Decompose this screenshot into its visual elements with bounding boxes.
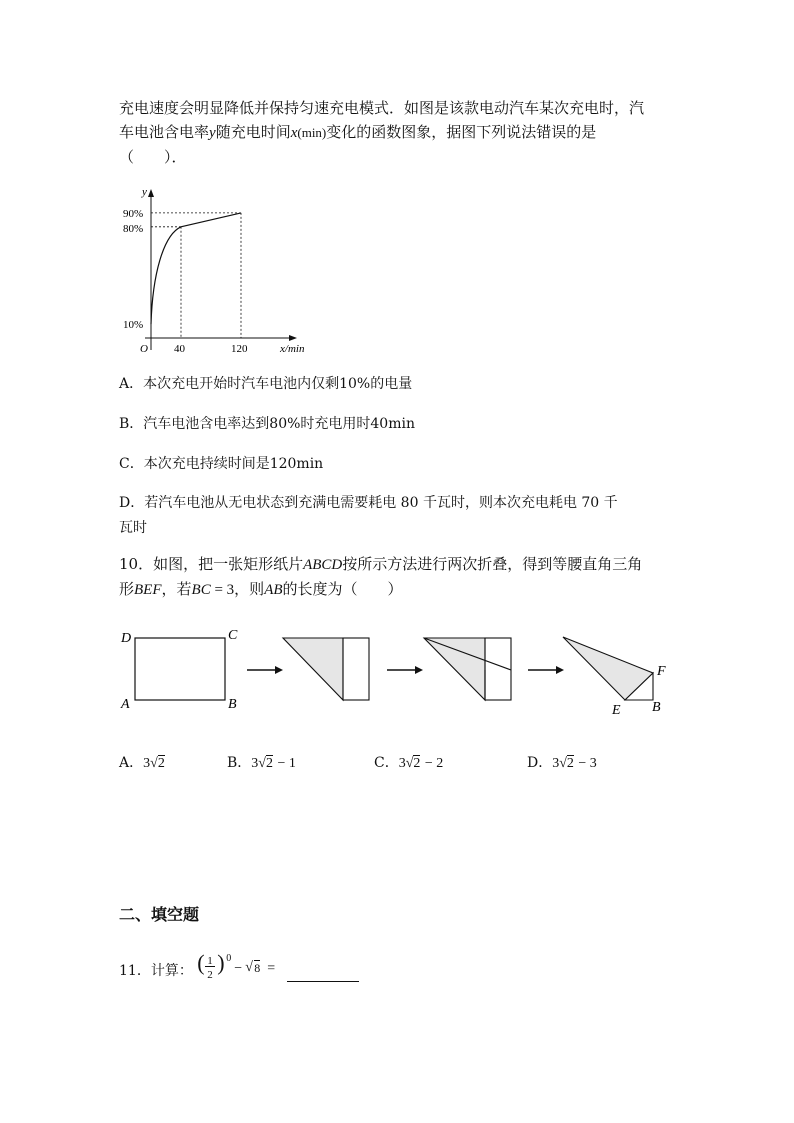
label-b-final: B bbox=[652, 700, 661, 715]
option-label: B． bbox=[227, 755, 252, 771]
y-tick-label: 90% bbox=[123, 207, 144, 220]
charging-chart bbox=[118, 185, 318, 355]
option-label: D． bbox=[527, 755, 553, 771]
section-title: 二、填空题 bbox=[119, 905, 200, 924]
tail: − 3 bbox=[578, 756, 597, 771]
label-b: B bbox=[228, 697, 237, 712]
coef: 3 bbox=[398, 756, 406, 771]
x-axis-arrow bbox=[289, 335, 297, 341]
label-c: C bbox=[228, 628, 238, 643]
option-label: C． bbox=[374, 755, 399, 771]
q10-stem-text: 按所示方法进行两次折叠，得到等腰直角三角 bbox=[342, 555, 643, 573]
coef: 3 bbox=[251, 756, 259, 771]
radicand: 2 bbox=[413, 756, 421, 771]
x-tick-label: 40 bbox=[174, 343, 185, 355]
y-tick-label: 80% bbox=[123, 222, 144, 235]
q9-option-d-line-2: 瓦时 bbox=[119, 520, 147, 536]
rectangle-abcd bbox=[135, 638, 225, 700]
sqrt-icon: √ bbox=[559, 756, 567, 771]
var-ab: AB bbox=[264, 582, 283, 598]
tail: − 1 bbox=[277, 756, 296, 771]
minus-sign: − bbox=[234, 961, 243, 976]
arrow-right-icon bbox=[247, 666, 283, 674]
coef: 3 bbox=[143, 756, 151, 771]
fold-step-2 bbox=[424, 638, 511, 700]
var-bc: BC bbox=[191, 582, 211, 598]
label-f: F bbox=[657, 664, 666, 679]
x-axis-label: x/min bbox=[280, 343, 305, 355]
q9-stem-line-3: （ ）． bbox=[119, 148, 187, 166]
coef: 3 bbox=[552, 756, 560, 771]
unit-min: (min) bbox=[297, 125, 327, 140]
q11-label: 11．计算： bbox=[119, 963, 193, 979]
var-bef: BEF bbox=[134, 582, 162, 598]
label-a: A bbox=[121, 697, 130, 712]
radicand: 2 bbox=[566, 756, 574, 771]
q9-option-d-line-1: D．若汽车电池从无电状态到充满电需要耗电 80 千瓦时，则本次充电耗电 70 千 bbox=[119, 495, 618, 511]
triangle-bef bbox=[563, 637, 653, 700]
q9-stem-text: 变化的函数图象，据图下列说法错误的是 bbox=[326, 123, 597, 141]
y-axis-arrow bbox=[148, 189, 154, 197]
arrow-right-icon bbox=[528, 666, 564, 674]
q11-line bbox=[119, 950, 359, 982]
series-line bbox=[151, 213, 241, 324]
q10-option-c bbox=[374, 752, 443, 772]
q9-option-b: B．汽车电池含电率达到80%时充电用时40min bbox=[119, 416, 415, 432]
tail: − 2 bbox=[424, 756, 444, 771]
sqrt-icon: √ bbox=[150, 756, 158, 771]
q10-option-b bbox=[227, 752, 296, 772]
q10-option-a bbox=[119, 752, 165, 772]
q10-stem-line-1 bbox=[119, 555, 642, 574]
radicand: 2 bbox=[265, 756, 273, 771]
q9-option-a: A．本次充电开始时汽车电池内仅剩10%的电量 bbox=[119, 376, 413, 392]
q9-stem-text: 随充电时间 bbox=[215, 123, 291, 141]
q10-stem-line-2 bbox=[119, 580, 403, 599]
frac-den: 2 bbox=[207, 969, 213, 981]
paren-right: ) bbox=[217, 950, 225, 975]
q10-stem-text: ，则 bbox=[234, 580, 265, 598]
exponent: 0 bbox=[226, 953, 232, 964]
var-y: y bbox=[209, 125, 216, 141]
origin-label: O bbox=[140, 343, 148, 355]
eq-3: = 3 bbox=[210, 582, 235, 598]
var-x: x bbox=[290, 125, 298, 141]
x-tick-label: 120 bbox=[231, 343, 248, 355]
y-axis-label: y bbox=[142, 186, 147, 198]
q9-stem-line-2 bbox=[119, 123, 596, 142]
q9-stem-line-1: 充电速度会明显降低并保持匀速充电模式．如图是该款电动汽车某次充电时，汽 bbox=[119, 99, 645, 117]
paren-left: ( bbox=[197, 950, 205, 975]
label-d: D bbox=[121, 631, 132, 646]
radicand: 8 bbox=[254, 961, 261, 975]
folding-figure bbox=[115, 625, 675, 725]
arrow-right-icon bbox=[387, 666, 423, 674]
frac-num: 1 bbox=[207, 955, 213, 967]
var-abcd: ABCD bbox=[303, 557, 343, 573]
answer-blank[interactable] bbox=[287, 967, 359, 982]
q9-option-c: C．本次充电持续时间是120min bbox=[119, 456, 324, 472]
sqrt-icon: √ bbox=[258, 756, 266, 771]
q10-stem-text: 形 bbox=[119, 580, 135, 598]
q10-stem-text: 的长度为（ ） bbox=[282, 580, 403, 598]
option-label: A． bbox=[119, 755, 144, 771]
fold-step-1 bbox=[283, 638, 369, 700]
q10-stem-text: ，若 bbox=[161, 580, 192, 598]
radicand: 2 bbox=[157, 756, 165, 771]
q10-stem-text: 10．如图，把一张矩形纸片 bbox=[119, 555, 304, 573]
y-tick-label: 10% bbox=[123, 319, 144, 332]
sqrt-icon: √ bbox=[405, 756, 414, 771]
q9-stem-text: 车电池含电率 bbox=[119, 123, 210, 141]
sqrt-icon: √ bbox=[245, 960, 253, 975]
equals-sign: = bbox=[267, 961, 276, 976]
q10-option-d bbox=[527, 752, 597, 772]
label-e: E bbox=[612, 703, 621, 718]
q11-expression bbox=[197, 950, 283, 982]
